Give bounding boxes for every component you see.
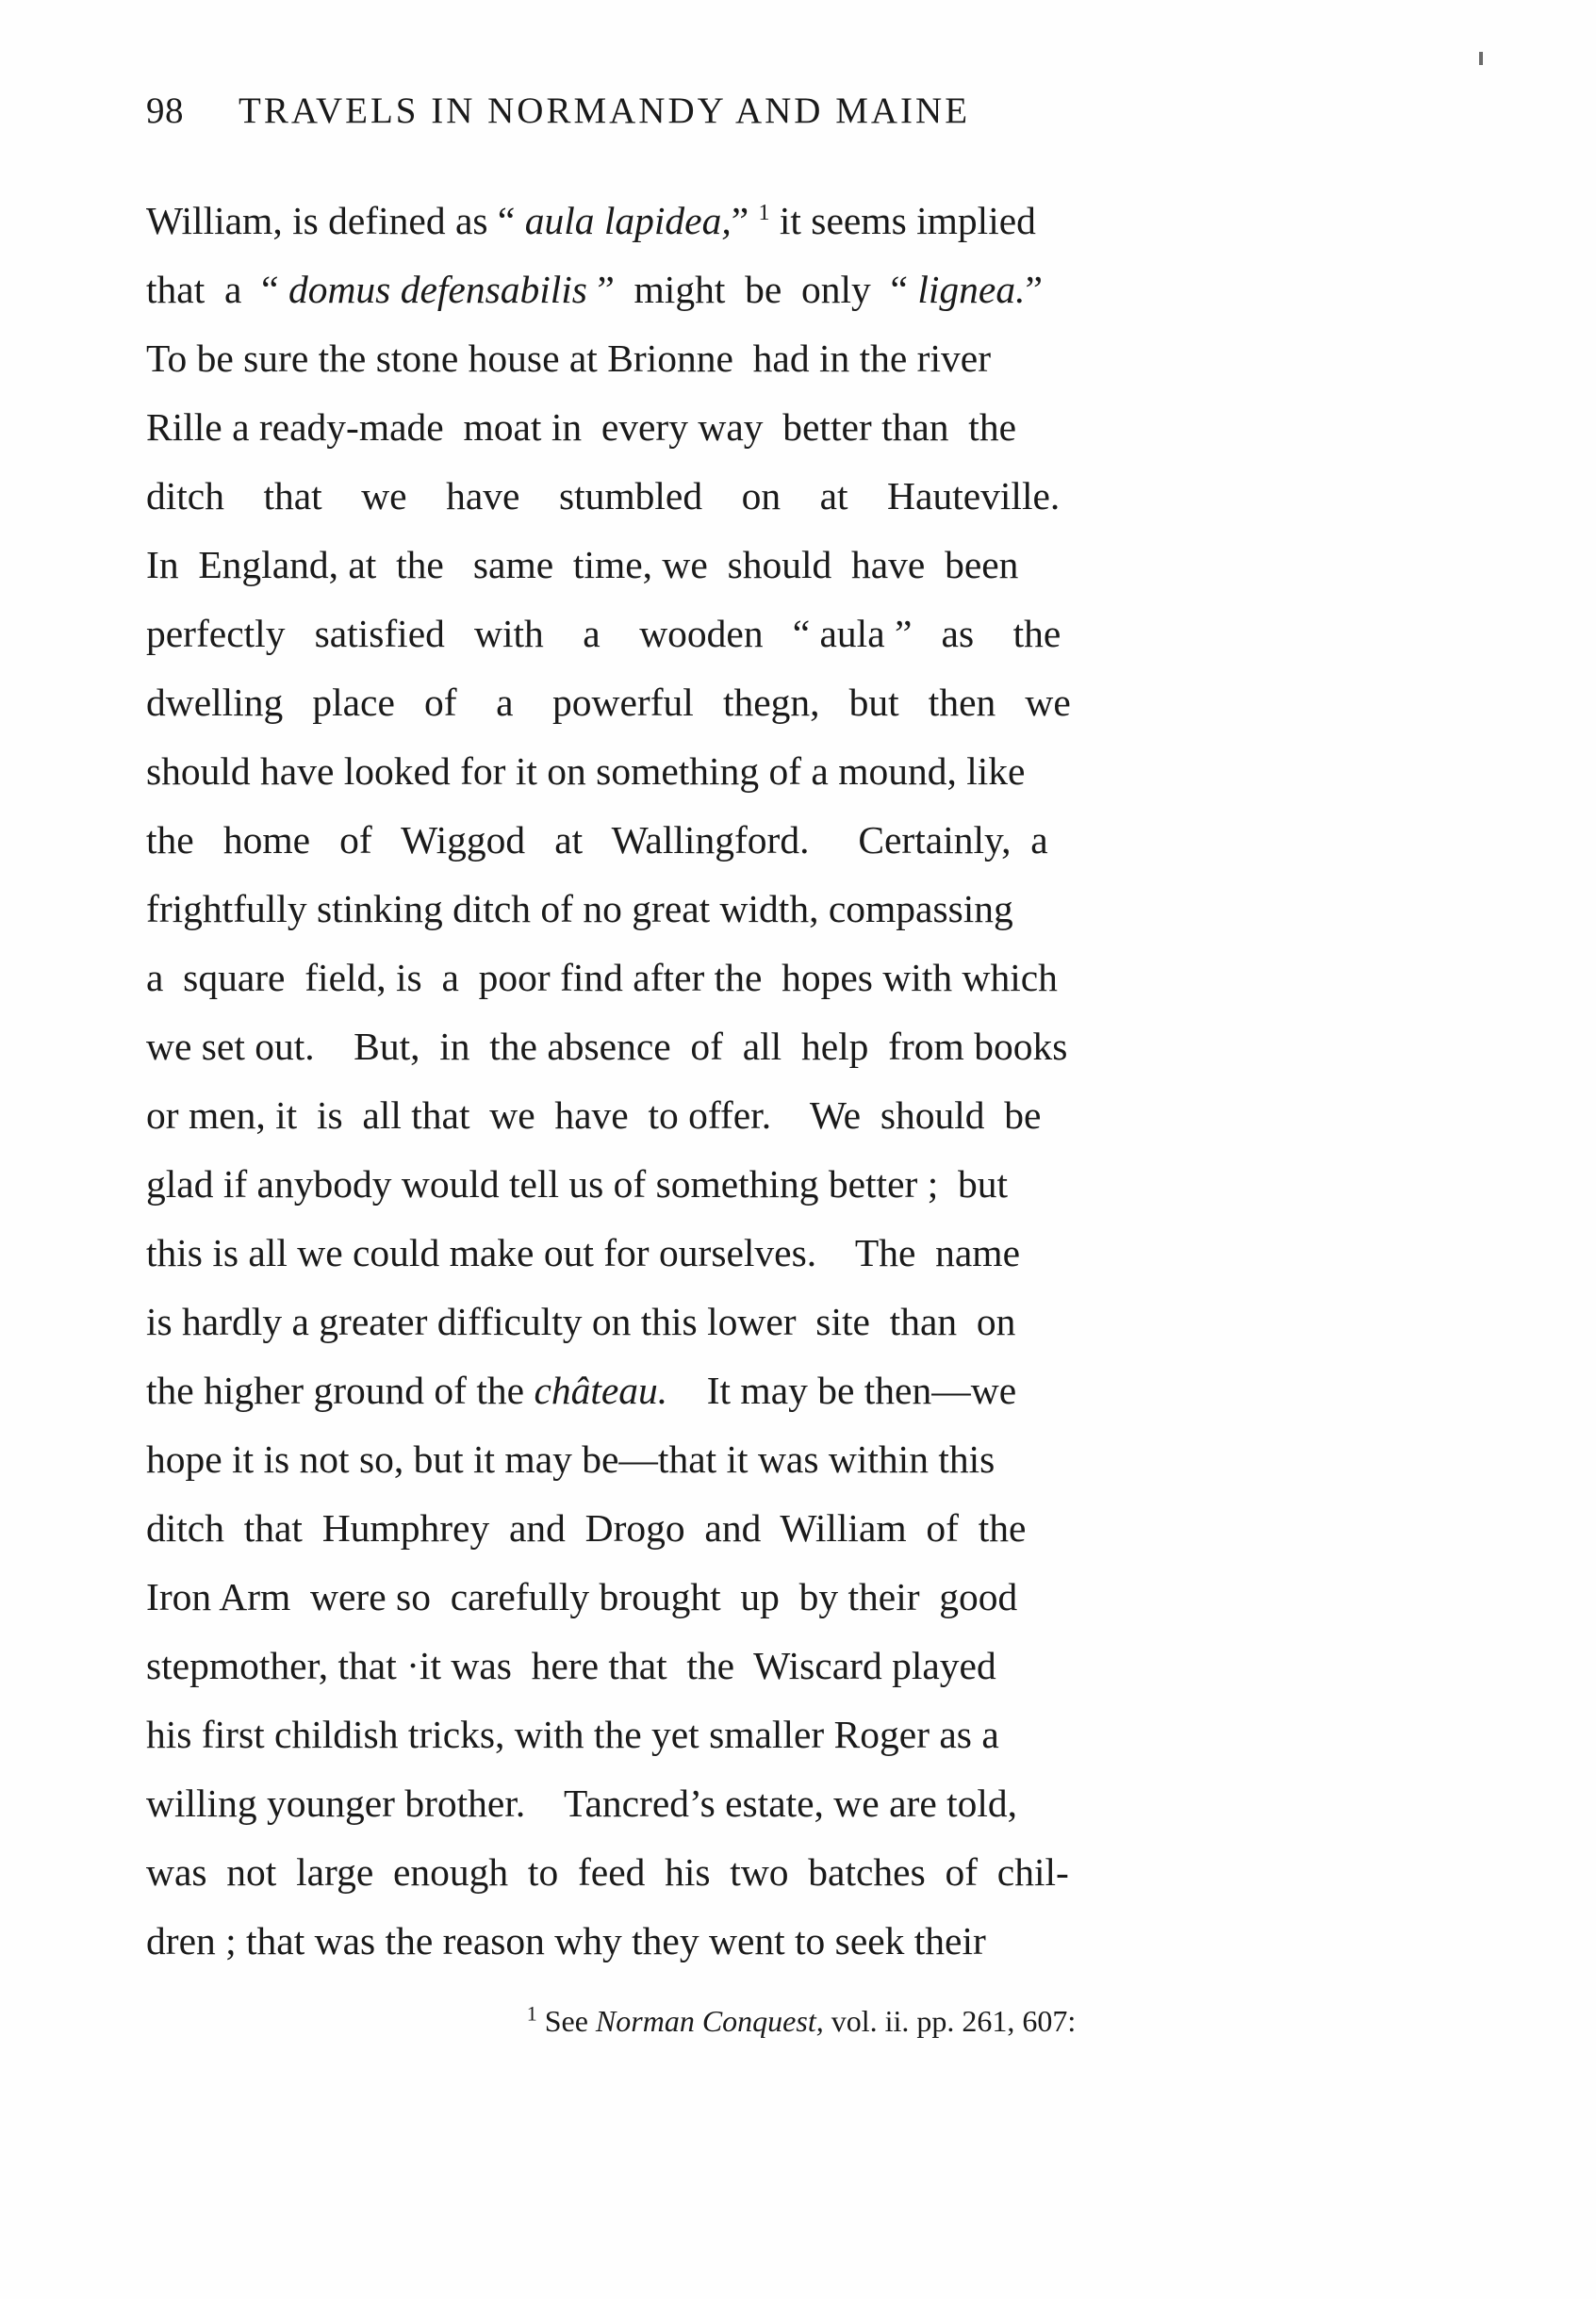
text-line: frightfully stinking ditch of no great width, compassing (146, 887, 1013, 930)
footnote-italic-title: Norman Conquest, (595, 2004, 824, 2038)
footnote-marker: 1 (526, 2001, 537, 2026)
text-line: should have looked for it on something of a mound, like (146, 749, 1026, 793)
text-line: hope it is not so, but it may be—that it was within this (146, 1437, 995, 1481)
text-line: that a “ domus defensabilis ” might be only “ lignea.” (146, 268, 1043, 311)
text-line: is hardly a greater difficulty on this lower site than on (146, 1300, 1016, 1343)
text-line: his first childish tricks, with the yet smaller Roger as a (146, 1713, 999, 1756)
page-content (146, 90, 1456, 2042)
text-line: ditch that we have stumbled on at Hauteville. (146, 474, 1061, 517)
text-line: In England, at the same time, we should have been (146, 543, 1019, 586)
text-line: dwelling place of a powerful thegn, but then we (146, 681, 1071, 724)
text-line: glad if anybody would tell us of something better ; but (146, 1162, 1009, 1206)
text-line: ditch that Humphrey and Drogo and William of the (146, 1506, 1027, 1550)
text-line: willing younger brother. Tancred’s estate, we are told, (146, 1782, 1018, 1825)
text-line: Rille a ready-made moat in every way better than the (146, 405, 1017, 449)
paragraph (146, 187, 1456, 1976)
text-line: Iron Arm were so carefully brought up by their good (146, 1575, 1018, 1618)
page-speck (1479, 52, 1483, 65)
text-line: the higher ground of the château. It may be then—we (146, 1369, 1017, 1412)
text-line: perfectly satisfied with a wooden “ aula ” as the (146, 612, 1061, 655)
text-line: a square field, is a poor find after the hopes with which (146, 956, 1058, 999)
text-line: William, is defined as “ aula lapidea,” $^1$ it seems implied (146, 199, 1036, 242)
page-header (146, 90, 1456, 132)
text-line: this is all we could make out for ourselves. The name (146, 1231, 1021, 1274)
text-line: we set out. But, in the absence of all help from books (146, 1025, 1068, 1068)
text-line: stepmother, that ·it was here that the Wiscard played (146, 1644, 996, 1687)
text-line: To be sure the stone house at Brionne had in the river (146, 337, 992, 380)
body-text (146, 187, 1456, 1976)
footnote (146, 2000, 1456, 2042)
footnote-text-after: vol. ii. pp. 261, 607: (823, 2004, 1077, 2038)
running-head: TRAVELS IN NORMANDY AND MAINE (239, 90, 971, 131)
text-line: was not large enough to feed his two batches of chil- (146, 1850, 1069, 1894)
text-line: or men, it is all that we have to offer. We should be (146, 1093, 1042, 1137)
text-line: dren ; that was the reason why they went to seek their (146, 1919, 986, 1962)
page-number: 98 (146, 90, 184, 131)
footnote-text-before: See (544, 2004, 596, 2038)
text-line: the home of Wiggod at Wallingford. Certainly, a (146, 818, 1048, 862)
